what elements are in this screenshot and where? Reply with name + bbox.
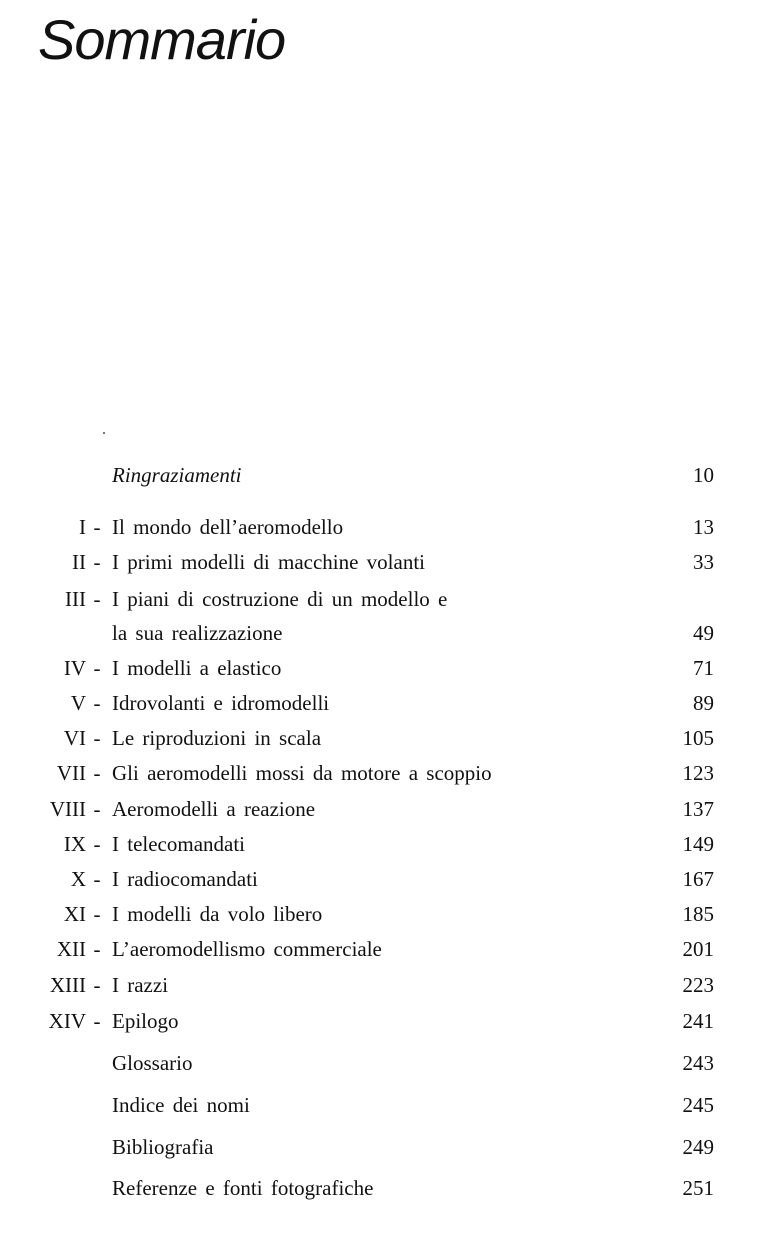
- separator-dash: -: [93, 761, 101, 785]
- chapter-number: VIII: [49, 797, 86, 821]
- toc-entry-chapter-3[interactable]: [0, 584, 768, 614]
- chapter-number: VI: [63, 726, 86, 750]
- entry-title: I modelli a elastico: [112, 656, 282, 680]
- page-number: 149: [682, 832, 714, 856]
- page-number: 10: [693, 463, 714, 487]
- chapter-number: I: [79, 515, 86, 539]
- chapter-number: V: [70, 691, 86, 715]
- page-number: 241: [682, 1009, 714, 1033]
- toc-entry-chapter-2[interactable]: [0, 547, 768, 577]
- toc-entry-glossario[interactable]: [0, 1048, 768, 1078]
- page-number: 49: [693, 621, 714, 645]
- page-number: 33: [693, 550, 714, 574]
- chapter-number: IV: [63, 656, 86, 680]
- separator-dash: -: [93, 726, 101, 750]
- entry-title: I modelli da volo libero: [112, 902, 323, 926]
- page-number: 123: [682, 761, 714, 785]
- separator-dash: -: [93, 691, 101, 715]
- page-number: 13: [693, 515, 714, 539]
- toc-entry-chapter-3-continued[interactable]: [0, 618, 768, 648]
- entry-title: Idrovolanti e idromodelli: [112, 691, 330, 715]
- page-number: 201: [682, 937, 714, 961]
- separator-dash: -: [93, 973, 101, 997]
- entry-title: Glossario: [112, 1051, 193, 1075]
- entry-title: Ringraziamenti: [112, 463, 242, 487]
- entry-title: la sua realizzazione: [112, 621, 283, 645]
- separator-dash: -: [93, 797, 101, 821]
- entry-title: Epilogo: [112, 1009, 179, 1033]
- page-number: 105: [682, 726, 714, 750]
- page-number: 245: [682, 1093, 714, 1117]
- page-number: 223: [682, 973, 714, 997]
- entry-title: I radiocomandati: [112, 867, 258, 891]
- page-number: 249: [682, 1135, 714, 1159]
- page-number: 137: [682, 797, 714, 821]
- page-title: Sommario: [38, 8, 286, 71]
- entry-title: Indice dei nomi: [112, 1093, 250, 1117]
- separator-dash: -: [93, 515, 101, 539]
- entry-title: I primi modelli di macchine volanti: [112, 550, 426, 574]
- page-number: 167: [682, 867, 714, 891]
- separator-dash: -: [93, 832, 101, 856]
- toc-entry-chapter-9[interactable]: [0, 829, 768, 859]
- entry-title: I piani di costruzione di un modello e: [112, 587, 448, 611]
- page-number: 243: [682, 1051, 714, 1075]
- separator-dash: -: [93, 1009, 101, 1033]
- toc-entry-chapter-4[interactable]: [0, 653, 768, 683]
- separator-dash: -: [93, 937, 101, 961]
- toc-entry-chapter-1[interactable]: [0, 512, 768, 542]
- chapter-number: XI: [63, 902, 86, 926]
- toc-entry-indice-dei-nomi[interactable]: [0, 1090, 768, 1120]
- page-number: 251: [682, 1176, 714, 1200]
- toc-entry-chapter-8[interactable]: [0, 794, 768, 824]
- entry-title: Aeromodelli a reazione: [112, 797, 316, 821]
- page-number: 89: [693, 691, 714, 715]
- toc-entry-chapter-7[interactable]: [0, 758, 768, 788]
- chapter-number: VII: [56, 761, 86, 785]
- chapter-number: IX: [63, 832, 86, 856]
- entry-title: Le riproduzioni in scala: [112, 726, 322, 750]
- page-number: 185: [682, 902, 714, 926]
- toc-entry-chapter-14[interactable]: [0, 1006, 768, 1036]
- toc-entry-referenze[interactable]: [0, 1173, 768, 1203]
- entry-title: Referenze e fonti fotografiche: [112, 1176, 374, 1200]
- chapter-number: III: [65, 587, 86, 611]
- chapter-number: XII: [56, 937, 86, 961]
- toc-entry-bibliografia[interactable]: [0, 1132, 768, 1162]
- toc-entry-chapter-10[interactable]: [0, 864, 768, 894]
- entry-title: I telecomandati: [112, 832, 246, 856]
- entry-title: Gli aeromodelli mossi da motore a scoppio: [112, 761, 492, 785]
- toc-entry-chapter-13[interactable]: [0, 970, 768, 1000]
- entry-title: Il mondo dell’aeromodello: [112, 515, 344, 539]
- toc-entry-chapter-6[interactable]: [0, 723, 768, 753]
- separator-dash: -: [93, 587, 101, 611]
- chapter-number: X: [70, 867, 86, 891]
- separator-dash: -: [93, 902, 101, 926]
- separator-dash: -: [93, 656, 101, 680]
- chapter-number: II: [72, 550, 86, 574]
- toc-entry-ringraziamenti[interactable]: [0, 460, 768, 490]
- print-speck: [103, 432, 105, 434]
- chapter-number: XIV: [48, 1009, 86, 1033]
- entry-title: I razzi: [112, 973, 169, 997]
- toc-entry-chapter-11[interactable]: [0, 899, 768, 929]
- entry-title: L’aeromodellismo commerciale: [112, 937, 382, 961]
- separator-dash: -: [93, 867, 101, 891]
- toc-entry-chapter-5[interactable]: [0, 688, 768, 718]
- entry-title: Bibliografia: [112, 1135, 214, 1159]
- chapter-number: XIII: [49, 973, 86, 997]
- page-number: 71: [693, 656, 714, 680]
- toc-entry-chapter-12[interactable]: [0, 934, 768, 964]
- separator-dash: -: [93, 550, 101, 574]
